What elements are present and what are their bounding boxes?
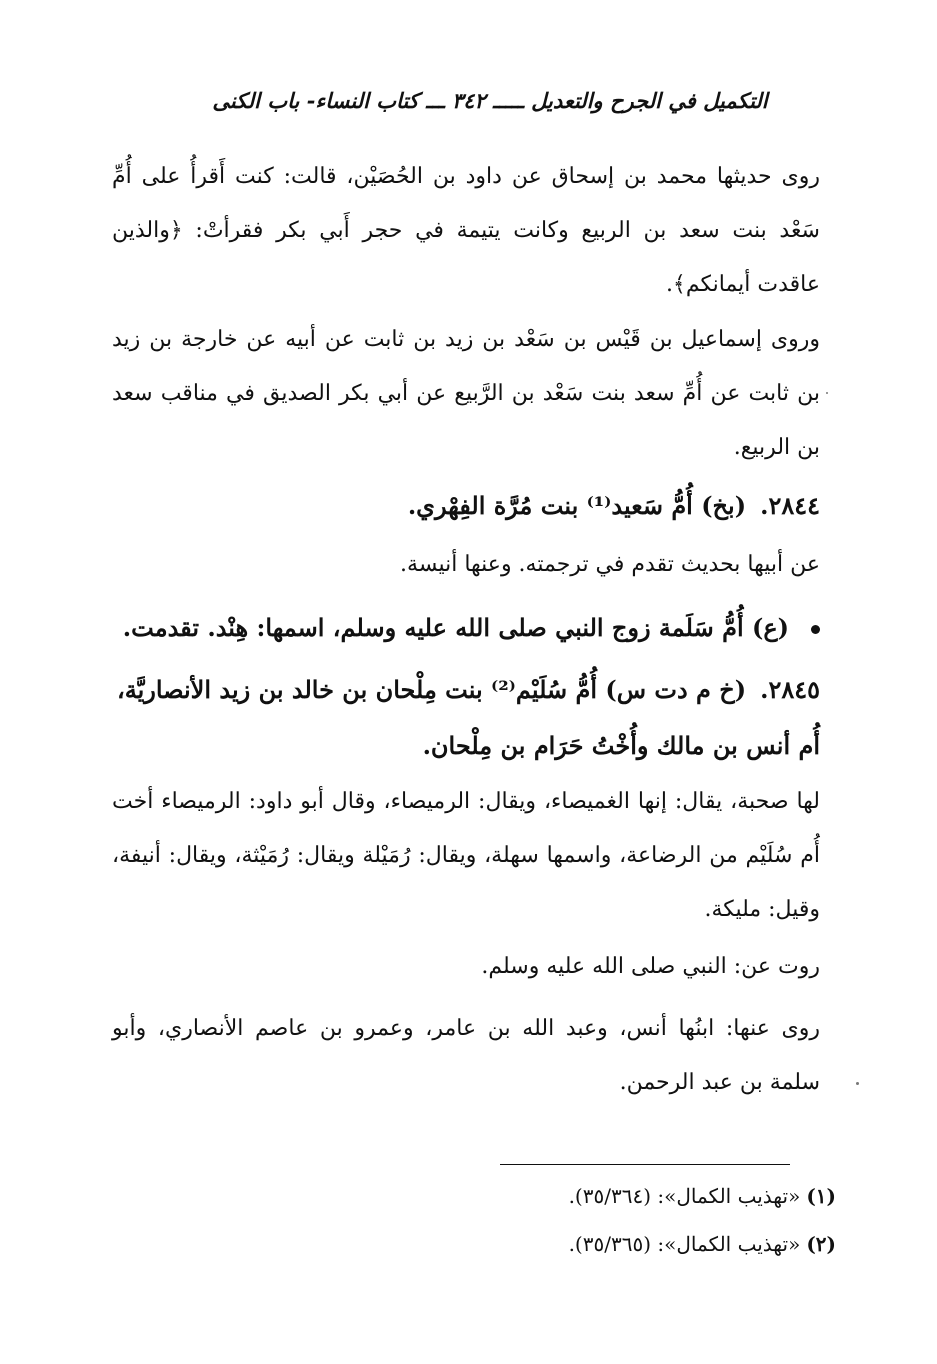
scan-speck — [856, 1082, 859, 1085]
footnote-divider — [500, 1164, 790, 1165]
entry-title: (بخ) أُمُّ سَعيد⁽¹⁾ بنت مُرَّة الفِهْري. — [407, 491, 747, 520]
paragraph-entry-2844-details: عن أبيها بحديث تقدم في ترجمته. وعنها أنيسة. — [400, 552, 820, 577]
entry-number: ٢٨٤٤. — [760, 491, 820, 520]
scan-speck — [826, 392, 828, 394]
running-header: التكميل في الجرح والتعديل ـــــ ٣٤٢ ـــ كتاب النساء- باب الكنى — [212, 88, 768, 113]
bullet-item-text: (ع) أُمُّ سَلَمة زوج النبي صلى الله عليه وسلم، اسمها: هِنْد. تقدمت. — [122, 613, 789, 642]
footnote-number: (٢) — [806, 1232, 836, 1256]
entry-2844 — [112, 478, 820, 534]
footnote-number: (١) — [806, 1184, 836, 1208]
footnote-2 — [300, 1229, 836, 1259]
footnote-text: «تهذيب الكمال»: (٣٥/٣٦٤). — [568, 1184, 801, 1208]
entry-2845 — [112, 662, 820, 774]
paragraph-hadith-narration: روى حديثها محمد بن إسحاق عن داود بن الحُصَيْن، قالت: كنت أَقرأُ على أُمِّ سَعْد بنت سعد بن الربيع وكانت يتيمة في حجر أَبي بكر فقرأتْ: ﴿والذين عاقدت أيمانكم﴾. — [112, 164, 820, 297]
entry-number: ٢٨٤٥. — [760, 675, 820, 704]
paragraph-narrated-from: روت عن: النبي صلى الله عليه وسلم. — [481, 954, 820, 979]
paragraph-companionship: لها صحبة، يقال: إنها الغميصاء، ويقال: الرميصاء، وقال أبو داود: الرميصاء أخت أُم سُلَيْم من الرضاعة، واسمها سهلة، ويقال: رُمَيْلة ويقال: رُمَيْثة، ويقال: أنيفة، وقيل: مليكة. — [112, 789, 820, 922]
footnote-text: «تهذيب الكمال»: (٣٥/٣٦٥). — [568, 1232, 801, 1256]
bullet-item-umm-salama — [112, 600, 820, 656]
bullet-icon — [811, 625, 820, 634]
entry-title: (خ م دت س) أُمُّ سُلَيْم⁽²⁾ بنت مِلْحان بن خالد بن زيد الأنصاريَّة، أُم أنس بن مالك وأُخْتُ حَرَام بن مِلْحان. — [116, 675, 820, 760]
paragraph-narrated-by: روى عنها: ابنُها أنس، وعبد الله بن عامر، وعمرو بن عاصم الأنصاري، وأبو سلمة بن عبد الرحمن. — [112, 1016, 820, 1095]
footnote-1 — [300, 1181, 836, 1211]
paragraph-isnad-chain: وروى إسماعيل بن قَيْس بن سَعْد بن زيد بن ثابت عن أبيه عن خارجة بن زيد بن ثابت عن أُمِّ سعد بنت سَعْد بن الرَّبيع عن أبي بكر الصديق في مناقب سعد بن الربيع. — [112, 327, 820, 460]
